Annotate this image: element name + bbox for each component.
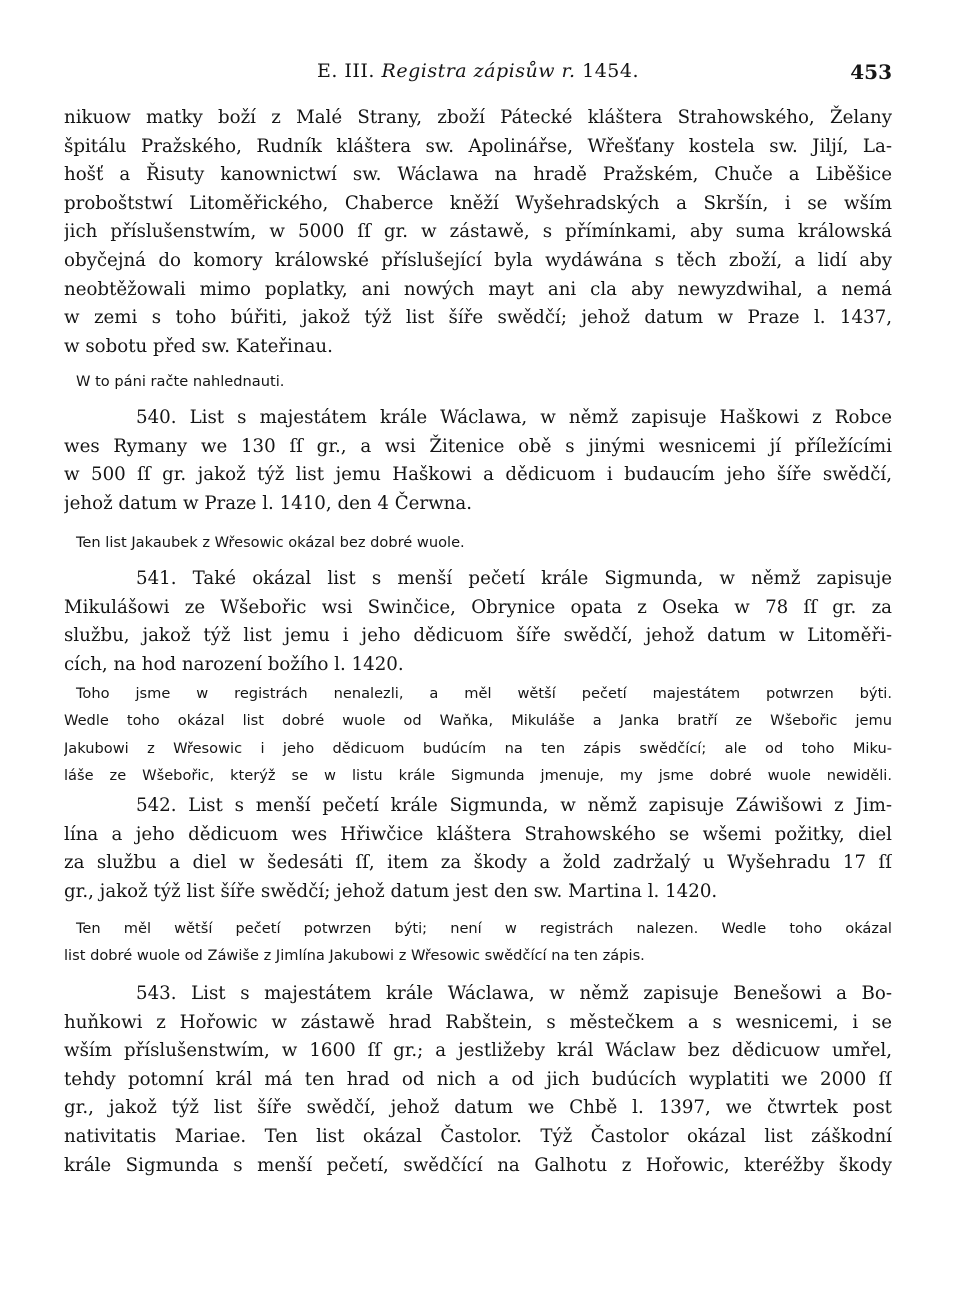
entry-541 <box>64 565 892 679</box>
running-head <box>64 60 892 92</box>
note-line: Ten list Jakaubek z Wřesowic okázal bez dobré wuole. <box>76 534 465 551</box>
text-line: cích, na hod narození božího l. 1420. <box>64 653 404 675</box>
running-title-italic: Registra zápisůw r. <box>381 60 576 82</box>
text-line: huňkowi z Hořowic w zástawě hrad Rabštein, s městečkem a s wesnicemi, i se <box>64 1011 892 1033</box>
text-line: 540. List s majestátem krále Wáclawa, w němž zapisuje Haškowi z Robce <box>136 407 892 428</box>
note-542 <box>64 915 892 970</box>
text-line: 543. List s majestátem krále Wáclawa, w němž zapisuje Benešowi a Bo- <box>136 983 892 1004</box>
running-title-year: 1454. <box>582 60 640 82</box>
text-line: špitálu Pražského, Rudník kláštera sw. Apolinářse, Wřešťany kostela sw. Jiljí, La- <box>64 135 892 157</box>
running-title-prefix: E. III. <box>316 60 375 82</box>
text-line: tehdy potomní král má ten hrad od nich a od jich budúcích wyplatiti we 2000 ſſ <box>64 1068 892 1090</box>
note-line: láše ze Wšebořic, kterýž se w listu krále Sigmunda jmenuje, my jsme dobré wuole newiděli. <box>64 767 892 785</box>
text-line: w 500 ſſ gr. jakož týž list jemu Haškowi a dědicuom i budaucím jeho šíře swědčí, <box>64 464 892 486</box>
text-line: obyčejná do komory králowské příslušející byla wydáwána s těch zboží, a lidí aby <box>64 249 892 271</box>
text-line: wes Rymany we 130 ſſ gr., a wsi Žitenice obě s jinými wesnicemi jí příležícími <box>64 435 892 457</box>
note-line: list dobré wuole od Záwiše z Jimlína Jakubowi z Wřesowic swědčící na ten zápis. <box>64 947 645 965</box>
note-line: Wedle toho okázal list dobré wuole od Waňka, Mikuláše a Janka bratří ze Wšebořic jemu <box>64 712 892 730</box>
text-line: gr., jakož týž list šíře swědčí, jehož datum we Chbě l. 1397, we čtwrtek post <box>64 1097 892 1119</box>
text-line: w sobotu před sw. Kateřinau. <box>64 335 333 357</box>
note-line: W to páni račte nahlednauti. <box>76 373 285 390</box>
note-line: Ten měl wětší pečetí potwrzen býti; není w registrách nalezen. Wedle toho okázal <box>76 920 892 937</box>
note-line: Toho jsme w registrách nenalezli, a měl wětší pečetí majestátem potwrzen býti. <box>76 685 892 702</box>
text-line: Mikulášowi ze Wšebořic wsi Swinčice, Obrynice opata z Oseka w 78 ſſ gr. za <box>64 596 892 618</box>
text-line: neobtěžowali mimo poplatky, ani nowých mayt ani cla aby newyzdwihal, a nemá <box>64 278 892 300</box>
text-line: 542. List s menší pečetí krále Sigmunda, w němž zapisuje Záwišowi z Jim- <box>136 795 892 816</box>
text-line: hošť a Řisuty kanownictwí sw. Wáclawa na hradě Pražském, Chuče a Liběšice <box>64 164 892 186</box>
text-line: lína a jeho dědicuom wes Hřiwčice kláštera Strahowského se wšemi požitky, diel <box>64 823 892 845</box>
note-541 <box>64 680 892 790</box>
text-line: službu, jakož týž list jemu i jeho dědicuom šíře swědčí, jehož datum w Litoměři- <box>64 625 892 647</box>
text-line: 541. Také okázal list s menší pečetí krále Sigmunda, w němž zapisuje <box>136 568 892 589</box>
entry-540 <box>64 404 892 518</box>
entry-542 <box>64 792 892 906</box>
note-line: Jakubowi z Wřesowic i jeho dědicuom budúcím na ten zápis swědčící; ale od toho Miku- <box>64 739 892 757</box>
text-line: proboštstwí Litoměřického, Chaberce kněží Wyšehradských a Skršín, i se wším <box>64 192 892 214</box>
text-line: jehož datum w Praze l. 1410, den 4 Čerwna. <box>64 492 472 514</box>
paragraph-continuation <box>64 104 892 361</box>
text-line: wším příslušenstwím, w 1600 ſſ gr.; a jestližeby král Wáclaw bez dědicuow umřel, <box>64 1040 892 1062</box>
note-540 <box>64 529 892 556</box>
running-title <box>64 60 892 82</box>
text-line: za službu a diel w šedesáti ſſ, item za škody a žold zadržalý u Wyšehradu 17 ſſ <box>64 852 892 874</box>
entry-543 <box>64 980 892 1180</box>
text-line: krále Sigmunda s menší pečetí, swědčící na Galhotu z Hořowic, kteréžby škody <box>64 1154 892 1176</box>
text-line: nikuow matky boží z Malé Strany, zboží Pátecké kláštera Strahowského, Želany <box>64 107 892 128</box>
text-line: gr., jakož týž list šíře swědčí; jehož datum jest den sw. Martina l. 1420. <box>64 880 718 902</box>
text-line: nativitatis Mariae. Ten list okázal Častolor. Týž Častolor okázal list záškodní <box>64 1125 892 1147</box>
text-line: jich příslušenstwím, w 5000 ſſ gr. w zástawě, s přímínkami, aby suma králowská <box>64 221 892 243</box>
page-number: 453 <box>850 60 892 84</box>
note-1 <box>64 368 892 395</box>
text-line: w zemi s toho búřiti, jakož týž list šíře swědčí; jehož datum w Praze l. 1437, <box>64 307 892 329</box>
